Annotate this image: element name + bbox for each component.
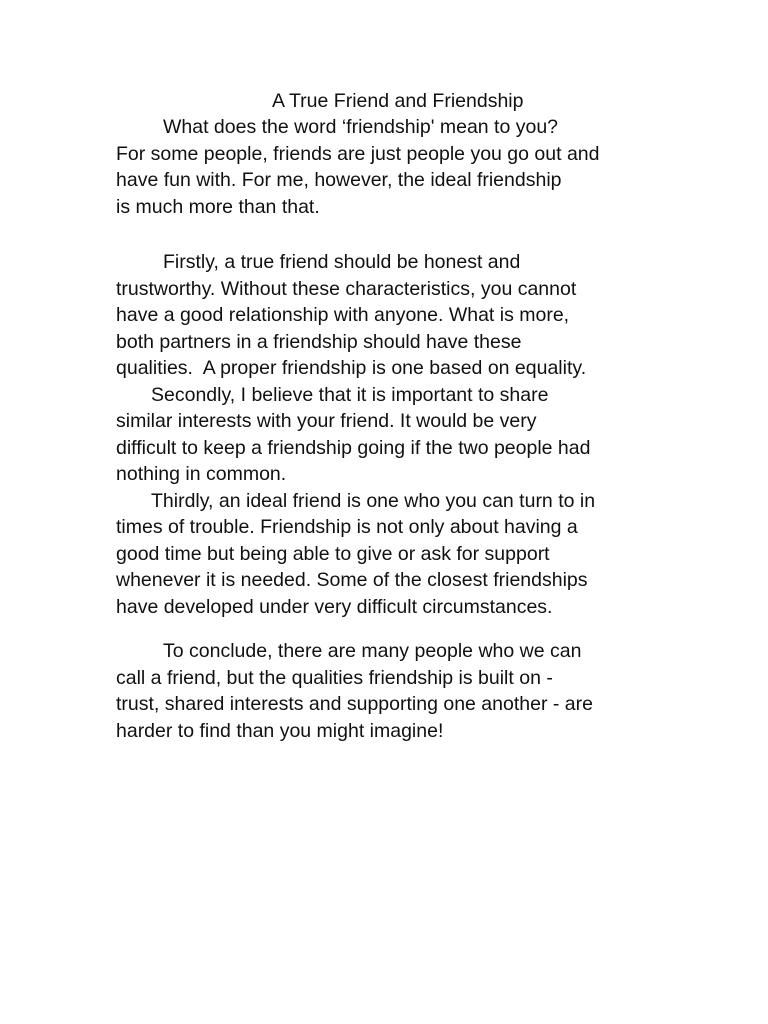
third-paragraph-line: good time but being able to give or ask for support [116,543,550,565]
intro-line: have fun with. For me, however, the ideal friendship [116,169,562,191]
intro-line: For some people, friends are just people you go out and [116,143,600,165]
document-title: A True Friend and Friendship [272,90,524,112]
third-paragraph-line: Thirdly, an ideal friend is one who you can turn to in [151,490,596,512]
third-paragraph-line: have developed under very difficult circumstances. [116,596,553,618]
conclusion-line: call a friend, but the qualities friendship is built on - [116,667,553,689]
first-paragraph-line: trustworthy. Without these characteristics, you cannot [116,278,577,300]
conclusion-line: harder to find than you might imagine! [116,720,444,742]
first-paragraph-line: have a good relationship with anyone. What is more, [116,304,570,326]
conclusion-line: trust, shared interests and supporting one another - are [116,693,593,715]
second-paragraph-line: similar interests with your friend. It would be very [116,410,537,432]
third-paragraph-line: times of trouble. Friendship is not only about having a [116,516,578,538]
first-paragraph-line: qualities. A proper friendship is one based on equality. [116,357,587,379]
first-paragraph-line: Firstly, a true friend should be honest and [163,251,521,273]
first-paragraph-line: both partners in a friendship should have these [116,331,522,353]
second-paragraph-line: difficult to keep a friendship going if the two people had [116,437,591,459]
conclusion-line: To conclude, there are many people who we can [163,640,582,662]
intro-line: What does the word ‘friendship' mean to you? [163,116,559,138]
second-paragraph-line: nothing in common. [116,463,287,485]
third-paragraph-line: whenever it is needed. Some of the closest friendships [116,569,588,591]
second-paragraph-line: Secondly, I believe that it is important to share [151,384,549,406]
intro-line: is much more than that. [116,196,320,218]
